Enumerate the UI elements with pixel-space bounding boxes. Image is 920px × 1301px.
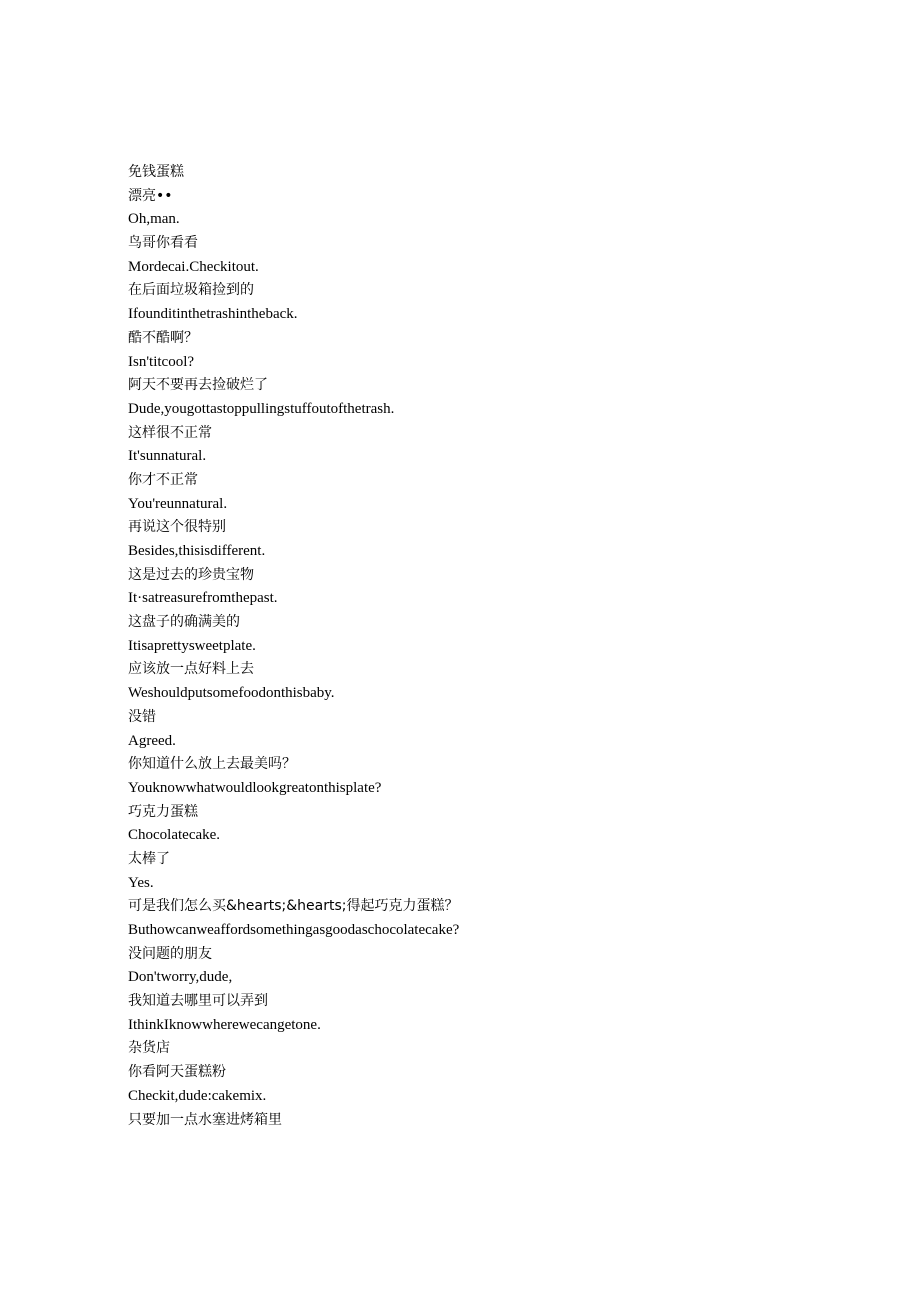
subtitle-line-chinese: 可是我们怎么买&hearts;&hearts;得起巧克力蛋糕？ <box>128 898 459 915</box>
subtitle-line-english: You'reunnatural. <box>128 495 228 512</box>
subtitle-line-chinese: 你知道什么放上去最美吗？ <box>128 756 296 773</box>
subtitle-line-chinese: 这盘子的确满美的 <box>128 614 240 631</box>
subtitle-line-chinese: 太棒了 <box>128 850 170 867</box>
subtitle-line-english: Weshouldputsomefoodonthisbaby. <box>128 685 335 702</box>
subtitle-line-chinese: 应该放一点好料上去 <box>128 661 254 678</box>
subtitle-line-english: Agreed. <box>128 732 176 749</box>
subtitle-line-chinese: 漂亮•• <box>128 187 173 204</box>
subtitle-line-english: Youknowwhatwouldlookgreatonthisplate? <box>128 779 382 796</box>
subtitle-line-english: It'sunnatural. <box>128 448 207 465</box>
subtitle-line-english: Checkit,dude:cakemix. <box>128 1087 267 1104</box>
subtitle-line-english: IthinkIknowwherewecangetone. <box>128 1016 321 1033</box>
subtitle-line-chinese: 免钱蛋糕 <box>128 164 184 180</box>
subtitle-line-chinese: 我知道去哪里可以弄到 <box>128 993 268 1010</box>
subtitle-line-english: Itisaprettysweetplate. <box>128 637 256 654</box>
subtitle-line-chinese: 再说这个很特别 <box>128 519 226 536</box>
subtitle-line-chinese: 你才不正常 <box>128 471 198 488</box>
subtitle-line-chinese: 没问题的朋友 <box>128 945 212 962</box>
subtitle-line-english: It·satreasurefromthepast. <box>128 590 278 607</box>
subtitle-line-chinese: 在后面垃圾箱捡到的 <box>128 282 254 299</box>
subtitle-line-english: Besides,thisisdifferent. <box>128 543 266 559</box>
subtitle-line-english: Dude,yougottastoppullingstuffoutofthetrash. <box>128 400 395 417</box>
subtitle-line-chinese: 阿天不要再去捡破烂了 <box>128 377 268 394</box>
subtitle-line-chinese: 没错 <box>128 708 156 725</box>
subtitle-line-english: Mordecai.Checkitout. <box>128 258 259 275</box>
subtitle-line-chinese: 这样很不正常 <box>128 424 212 441</box>
subtitle-line-chinese: 巧克力蛋糕 <box>128 803 198 820</box>
subtitle-line-english: Ifounditinthetrashintheback. <box>128 306 298 323</box>
subtitle-line-chinese: 只要加一点水塞进烤箱里 <box>128 1111 282 1128</box>
subtitle-line-chinese: 你看阿天蛋糕粉 <box>128 1064 226 1081</box>
subtitle-line-english: Buthowcanweaffordsomethingasgoodaschocolatecake? <box>128 922 460 938</box>
subtitle-transcript <box>128 161 828 1132</box>
subtitle-line-chinese: 鸟哥你看看 <box>128 235 198 252</box>
subtitle-line-english: Yes. <box>128 874 154 891</box>
subtitle-line-english: Chocolatecake. <box>128 827 221 844</box>
subtitle-line-english: Oh,man. <box>128 211 180 228</box>
subtitle-line-english: Isn'titcool? <box>128 353 195 370</box>
subtitle-line-chinese: 杂货店 <box>128 1040 170 1057</box>
subtitle-line-chinese: 这是过去的珍贵宝物 <box>128 566 254 583</box>
subtitle-line-english: Don'tworry,dude, <box>128 969 233 986</box>
subtitle-line-chinese: 酷不酷啊？ <box>128 329 198 346</box>
